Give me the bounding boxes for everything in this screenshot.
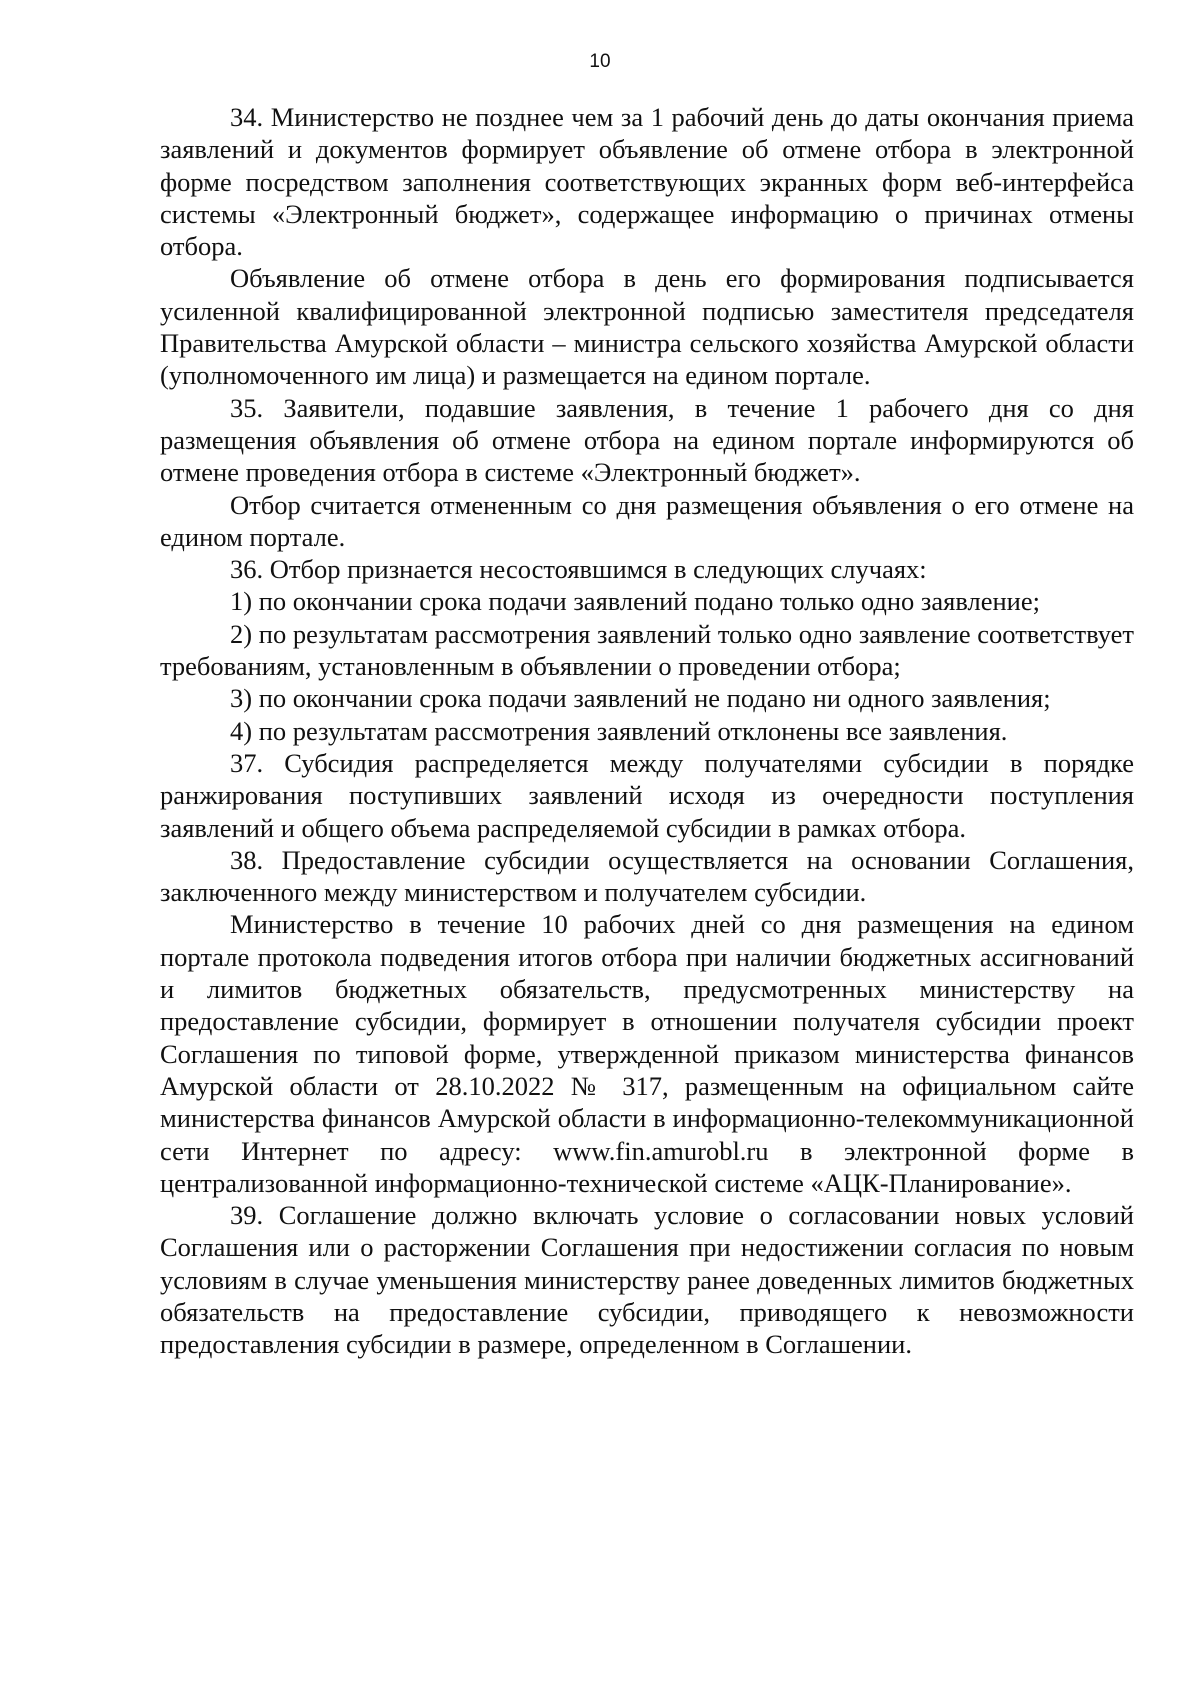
paragraph-37: 37. Субсидия распределяется между получателями субсидии в порядке ранжирования поступивших заявлений исходя из очередности поступления заявлений и общего объема распределяемой субсидии в рамках отбора. (160, 747, 1134, 843)
paragraph-34-announcement-signing: Объявление об отмене отбора в день его формирования подписывается усиленной квалифицированной электронной подписью заместителя председателя Правительства Амурской области – министра сельского хозяйства Амурской области (уполномоченного им лица) и размещается на едином портале. (160, 263, 1134, 391)
paragraph-34: 34. Министерство не позднее чем за 1 рабочий день до даты окончания приема заявлений и документов формирует объявление об отмене отбора в электронной форме посредством заполнения соответствующих экранных форм веб-интерфейса системы «Электронный бюджет», содержащее информацию о причинах отмены отбора. (160, 102, 1134, 262)
paragraph-38: 38. Предоставление субсидии осуществляется на основании Соглашения, заключенного между министерством и получателем субсидии. (160, 844, 1134, 908)
document-body (160, 101, 1134, 1361)
paragraph-39: 39. Соглашение должно включать условие о согласовании новых условий Соглашения или о расторжении Соглашения при недостижении согласия по новым условиям в случае уменьшения министерству ранее доведенных лимитов бюджетных обязательств на предоставление субсидии, приводящего к невозможности предоставления субсидии в размере, определенном в Соглашении. (160, 1200, 1134, 1360)
paragraph-36-case-1: 1) по окончании срока подачи заявлений подано только одно заявление; (230, 586, 1040, 617)
paragraph-36-case-3: 3) по окончании срока подачи заявлений не подано ни одного заявления; (230, 683, 1051, 714)
paragraph-38-agreement-draft: Министерство в течение 10 рабочих дней со дня размещения на едином портале протокола подведения итогов отбора при наличии бюджетных ассигнований и лимитов бюджетных обязательств, предусмотренных министерству на предоставление субсидии, формирует в отношении получателя субсидии проект Соглашения по типовой форме, утвержденной приказом министерства финансов Амурской области от 28.10.2022 № 317, размещенным на официальном сайте министерства финансов Амурской области в информационно-телекоммуникационной сети Интернет по адресу: www.fin.amurobl.ru в электронной форме в централизованной информационно-технической системе «АЦК-Планирование». (160, 909, 1134, 1198)
paragraph-35: 35. Заявители, подавшие заявления, в течение 1 рабочего дня со дня размещения объявления об отмене отбора на едином портале информируются об отмене проведения отбора в системе «Электронный бюджет». (160, 392, 1134, 488)
page-number: 10 (589, 51, 611, 72)
paragraph-36-case-2: 2) по результатам рассмотрения заявлений только одно заявление соответствует требованиям, установленным в объявлении о проведении отбора; (160, 618, 1134, 682)
paragraph-35-cancellation-date: Отбор считается отмененным со дня размещения объявления о его отмене на едином портале. (160, 489, 1134, 552)
paragraph-36: 36. Отбор признается несостоявшимся в следующих случаях: (230, 554, 927, 585)
paragraph-36-case-4: 4) по результатам рассмотрения заявлений отклонены все заявления. (230, 715, 1008, 746)
